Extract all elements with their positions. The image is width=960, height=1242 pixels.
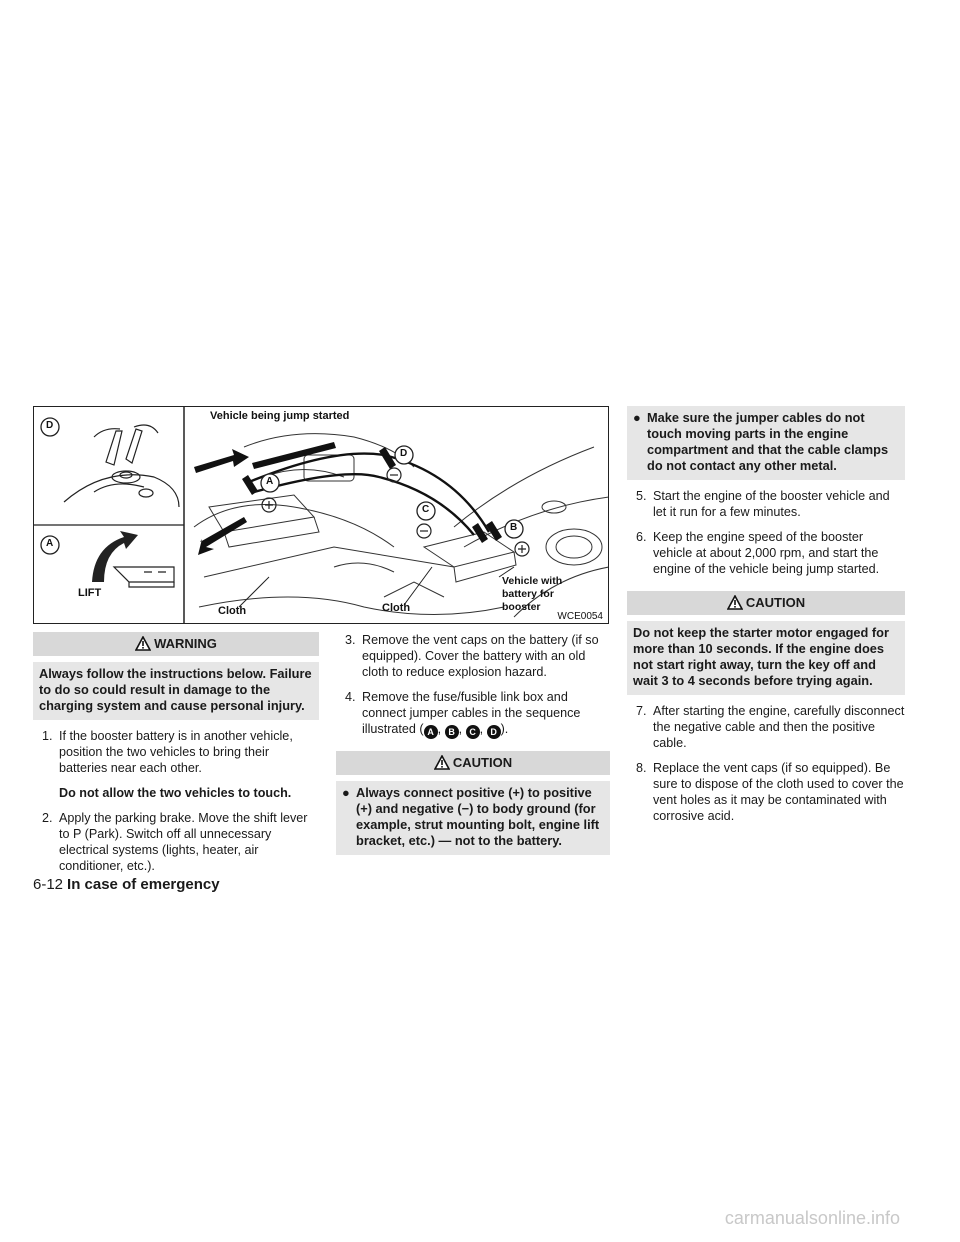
- step-8: [627, 760, 905, 824]
- warning-triangle-icon: [135, 636, 151, 651]
- step-7: [627, 703, 905, 751]
- callout-c-icon: C: [466, 725, 480, 739]
- step-number: 4.: [345, 690, 356, 704]
- section-title: In case of emergency: [67, 876, 220, 893]
- step-text: Start the engine of the booster vehicle and let it run for a few minutes.: [653, 489, 890, 519]
- callout-d-icon: D: [487, 725, 501, 739]
- step-number: 2.: [42, 811, 53, 825]
- callout-a-icon: A: [424, 725, 438, 739]
- step-text: Replace the vent caps (if so equipped). Be sure to dispose of the cloth used to cover the vent holes as it may be contaminated with corrosive acid.: [653, 761, 904, 823]
- figure-code: WCE0054: [557, 611, 603, 622]
- step-number: 1.: [42, 729, 53, 743]
- step-text: Keep the engine speed of the booster vehicle at about 2,000 rpm, and start the engine of the vehicle being jump started.: [653, 530, 880, 576]
- step-text-end: ).: [500, 722, 509, 736]
- figure-inset-letter-d: D: [46, 420, 54, 431]
- bullet-icon: ●: [633, 410, 641, 425]
- step-4: 4. Remove the fuse/fusible link box and connect jumper cables in the sequence illustrated ( A , B , C , D ).: [345, 690, 581, 737]
- figure-label-booster-2: battery for: [502, 588, 554, 600]
- step-2: [33, 810, 319, 874]
- step-text: If the booster battery is in another vehicle, position the two vehicles to bring their batteries near each other.: [59, 729, 293, 775]
- figure-label-lift: LIFT: [78, 587, 102, 599]
- warning-triangle-icon: [434, 755, 450, 770]
- step-text: After starting the engine, carefully disconnect the negative cable and then the positive cable.: [653, 704, 905, 750]
- warning-title: WARNING: [154, 636, 217, 651]
- step-number: 3.: [345, 633, 356, 647]
- bullet-icon: ●: [342, 785, 350, 800]
- step-1-bold-note: Do not allow the two vehicles to touch.: [59, 786, 292, 800]
- step-5: [627, 488, 905, 520]
- caution-header-2: [627, 591, 905, 615]
- watermark: carmanualsonline.info: [724, 1208, 900, 1228]
- warning-body: Always follow the instructions below. Failure to do so could result in damage to the charging system and cause personal injury.: [33, 662, 319, 720]
- figure-circle-letter-c: C: [422, 504, 430, 515]
- step-number: 5.: [636, 489, 647, 503]
- step-1: [33, 728, 319, 776]
- caution-title-2: CAUTION: [745, 595, 806, 610]
- column-1: [33, 632, 319, 883]
- step-text: Remove the fuse/fusible link box and connect jumper cables in the sequence illustrated (: [362, 690, 581, 736]
- column-3: [627, 406, 905, 833]
- figure-label-vehicle-jump: Vehicle being jump started: [210, 410, 350, 422]
- jump-start-illustration: [33, 406, 609, 624]
- caution-body: [336, 781, 610, 855]
- step-6: [627, 529, 905, 577]
- figure-circle-letter-d: D: [400, 448, 408, 459]
- metal-contact-note: [627, 406, 905, 480]
- page-footer: [33, 876, 220, 893]
- step-number: 7.: [636, 704, 647, 718]
- step-number: 6.: [636, 530, 647, 544]
- callout-b-icon: B: [445, 725, 459, 739]
- figure-label-cloth-1: Cloth: [218, 605, 247, 617]
- figure-label-booster-1: Vehicle with: [502, 575, 563, 587]
- step-text: Apply the parking brake. Move the shift lever to P (Park). Switch off all unnecessary electrical systems (lights, heater, air conditioner, etc.).: [59, 811, 308, 873]
- caution-header: [336, 751, 610, 775]
- caution-title: CAUTION: [452, 755, 513, 770]
- page-number: 6-12: [33, 876, 64, 893]
- figure-label-booster-3: booster: [502, 601, 541, 613]
- figure-label-cloth-2: Cloth: [382, 602, 411, 614]
- column-2: [336, 632, 610, 855]
- figure-circle-letter-b: B: [510, 522, 518, 533]
- figure-inset-letter-a: A: [46, 538, 54, 549]
- metal-contact-text: Make sure the jumper cables do not touch moving parts in the engine compartment and that the cable clamps do not contact any other metal.: [647, 410, 889, 473]
- step-text: Remove the vent caps on the battery (if so equipped). Cover the battery with an old cloth to reduce explosion hazard.: [362, 633, 599, 679]
- warning-header: [33, 632, 319, 656]
- caution-text: Always connect positive (+) to positive (+) and negative (−) to body ground (for example, strut mounting bolt, engine lift bracket, etc.) — not to the battery.: [356, 785, 600, 848]
- step-3: [336, 632, 610, 680]
- step-number: 8.: [636, 761, 647, 775]
- figure-circle-letter-a: A: [266, 476, 274, 487]
- warning-triangle-icon: [727, 595, 743, 610]
- caution-body-2: Do not keep the starter motor engaged for more than 10 seconds. If the engine does not start right away, turn the key off and wait 3 to 4 seconds before trying again.: [627, 621, 905, 695]
